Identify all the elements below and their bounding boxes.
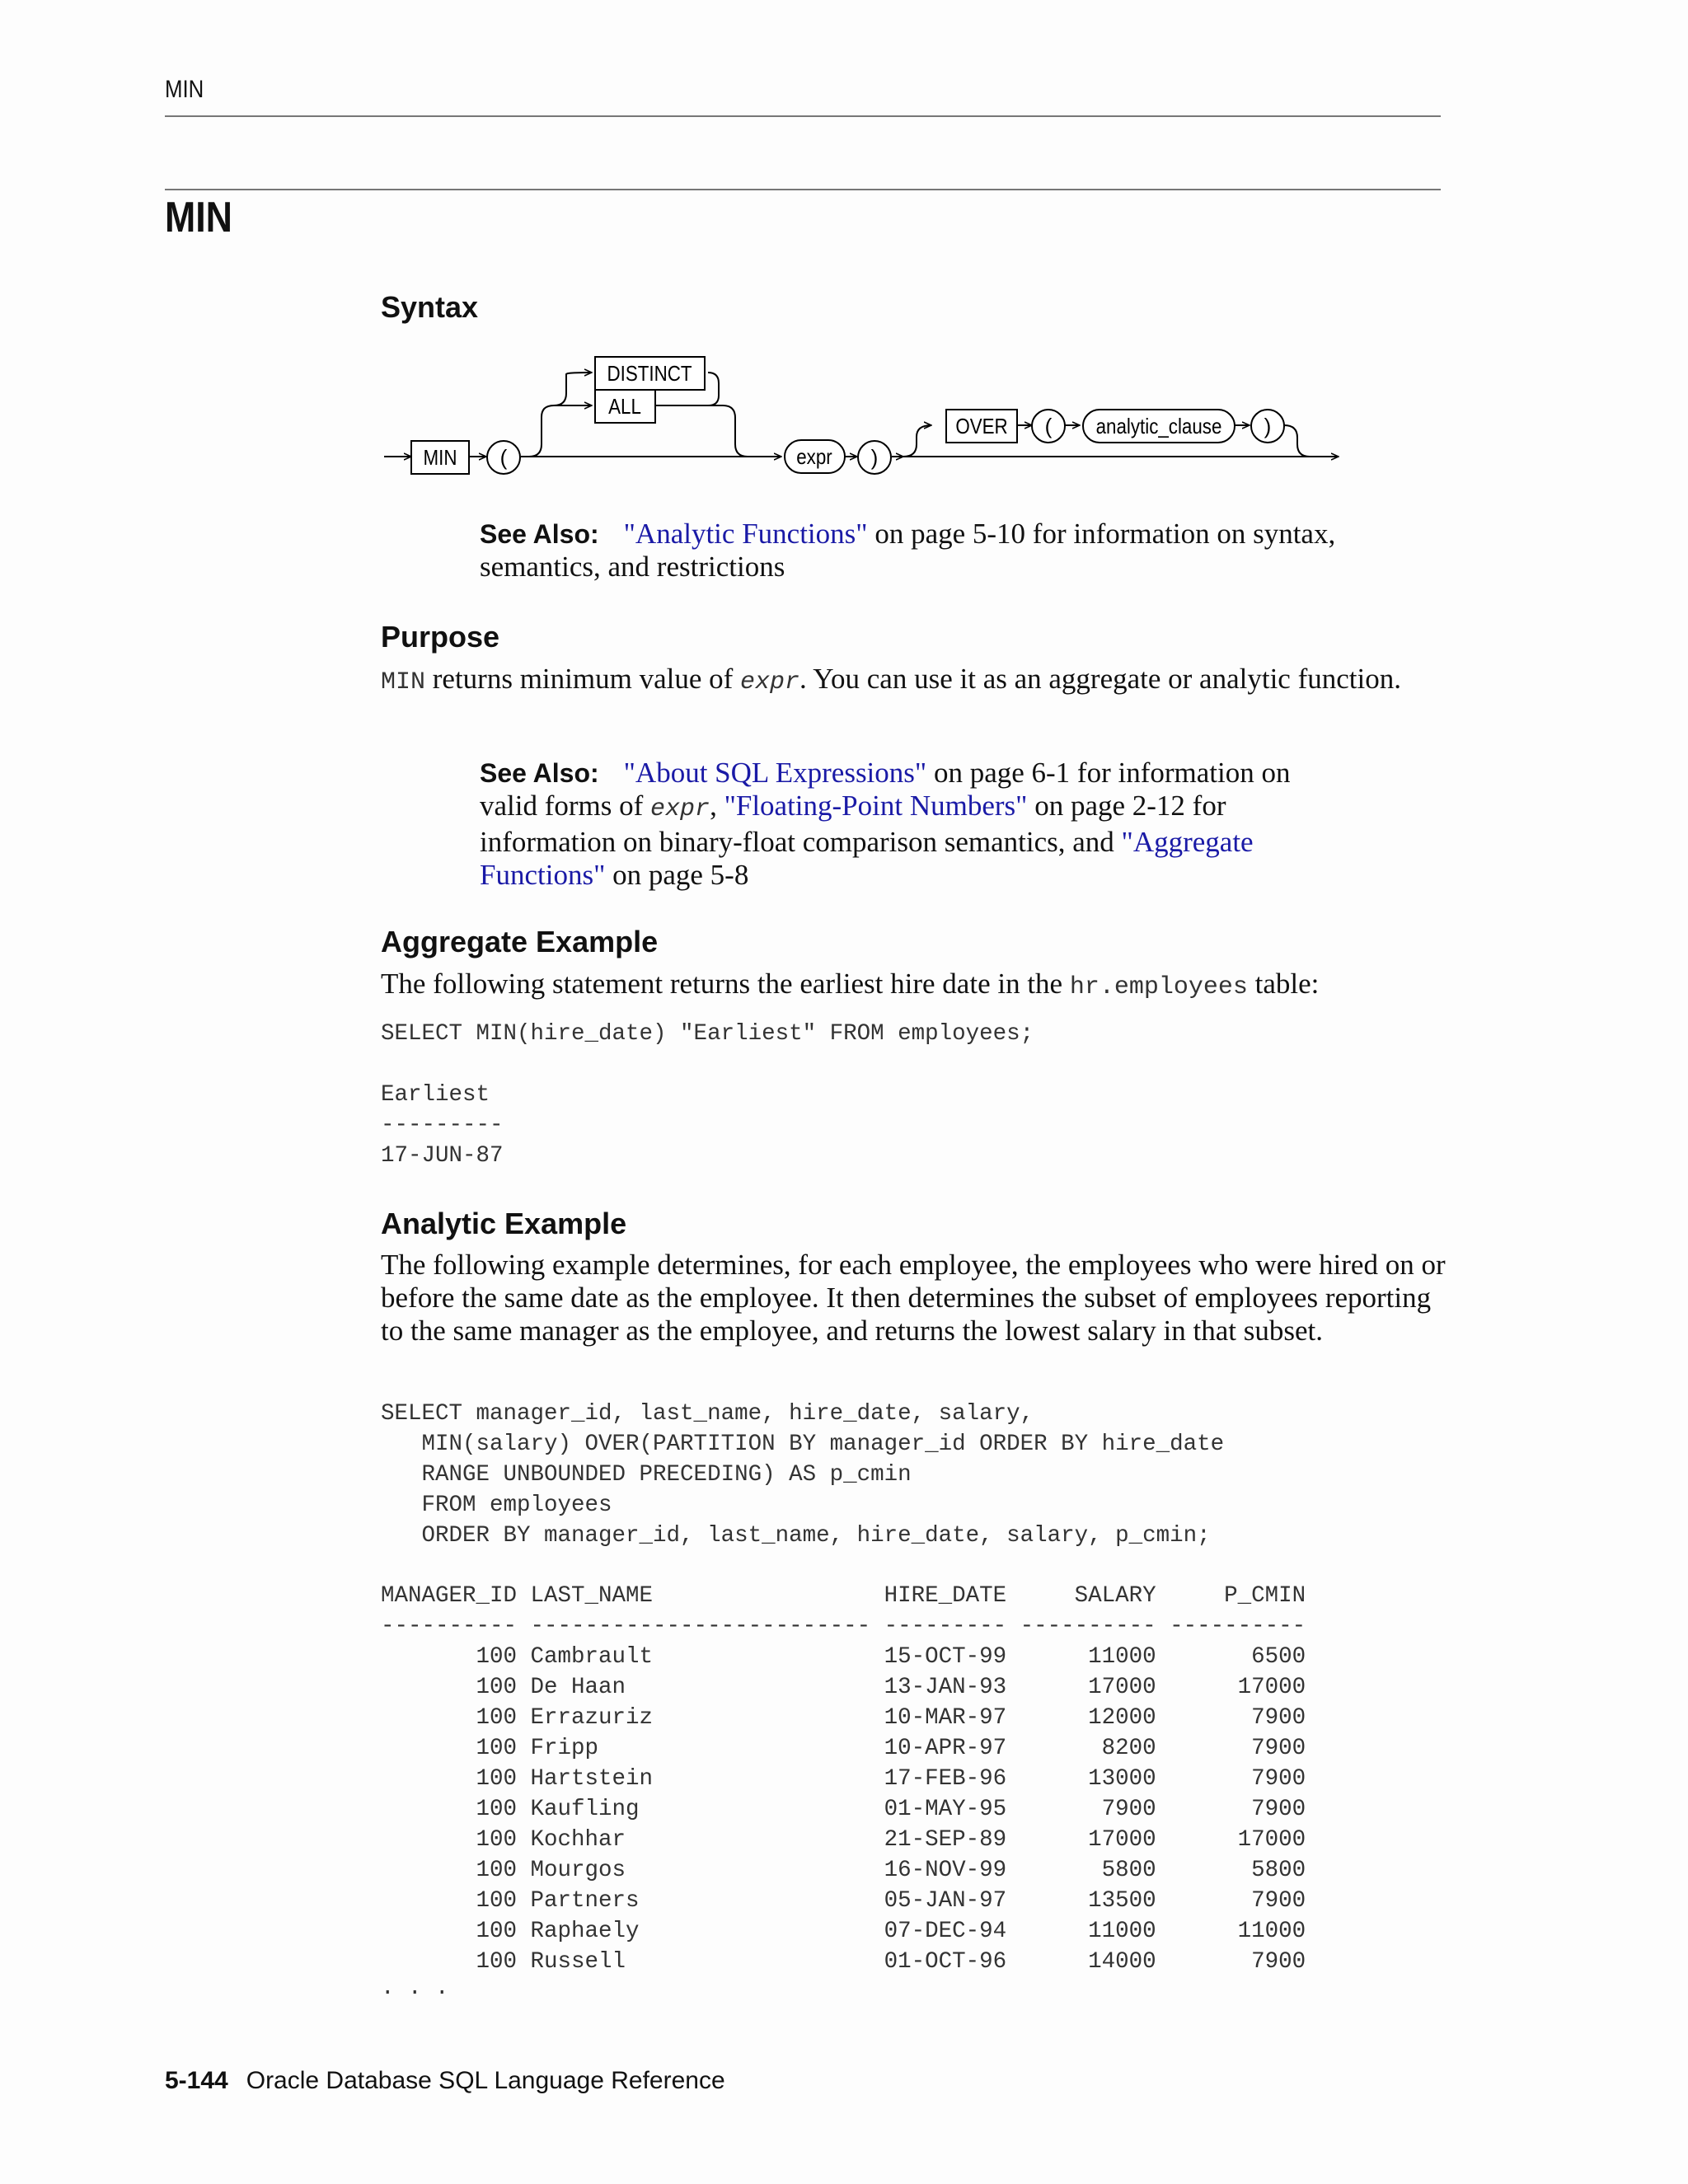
aggregate-example-heading: Aggregate Example — [381, 925, 659, 958]
syntax-close-paren: ) — [870, 445, 879, 470]
analytic-example-text: The following example determines, for each employee, the employees who were hired on or before the same date as the employee. It then determines the subset of employees reporting to the same manager as the employee, and returns the lowest salary in that subset. — [381, 1249, 1446, 1347]
result-row: 100 Partners 05-JAN-97 13500 7900 — [381, 1888, 1306, 1914]
syntax-expr: expr — [796, 445, 832, 470]
result-row: 100 Mourgos 16-NOV-99 5800 5800 — [381, 1858, 1306, 1883]
link-analytic-functions[interactable]: "Analytic Functions" — [623, 518, 868, 550]
header-rule — [165, 115, 1441, 117]
see-also-label: See Also: — [480, 519, 599, 549]
purpose-see-also: See Also: "About SQL Expressions" on page 6-1 for information on valid forms of expr, "Floating-Point Numbers" on page 2-12 for information on binary-float comparison semantics, and "Aggregate Functions" on page 5-8 — [480, 757, 1291, 891]
page-number: 5-144 — [165, 2067, 228, 2094]
see-also-label: See Also: — [480, 758, 599, 788]
title-rule — [165, 189, 1441, 190]
syntax-all: ALL — [608, 395, 641, 419]
aggregate-example-text: The following statement returns the earliest hire date in the hr.employees table: — [381, 968, 1320, 1001]
result-row: 100 Kochhar 21-SEP-89 17000 17000 — [381, 1827, 1306, 1853]
syntax-over-close-paren: ) — [1264, 414, 1272, 438]
aggregate-example-code: SELECT MIN(hire_date) "Earliest" FROM employees; Earliest --------- 17-JUN-87 — [381, 1021, 1034, 1169]
analytic-output-rows — [381, 1642, 1306, 1977]
analytic-output-header: MANAGER_ID LAST_NAME HIRE_DATE SALARY P_CMIN ---------- ------------------------- --------- ---------- ---------- — [381, 1583, 1306, 1639]
link-floating-point-numbers[interactable]: "Floating-Point Numbers" — [724, 790, 1028, 822]
result-row: 100 Kaufling 01-MAY-95 7900 7900 — [381, 1797, 1306, 1822]
result-row: 100 Cambrault 15-OCT-99 11000 6500 — [381, 1644, 1306, 1670]
result-row: 100 Errazuriz 10-MAR-97 12000 7900 — [381, 1705, 1306, 1731]
result-row: 100 De Haan 13-JAN-93 17000 17000 — [381, 1675, 1306, 1700]
result-row: 100 Fripp 10-APR-97 8200 7900 — [381, 1736, 1306, 1761]
purpose-heading: Purpose — [381, 620, 500, 654]
running-header: MIN — [165, 76, 204, 103]
link-about-sql-expressions[interactable]: "About SQL Expressions" — [623, 757, 927, 789]
syntax-distinct: DISTINCT — [607, 362, 692, 387]
syntax-over: OVER — [955, 415, 1008, 439]
syntax-analytic-clause: analytic_clause — [1095, 415, 1222, 439]
syntax-min: MIN — [423, 446, 457, 471]
result-row: 100 Raphaely 07-DEC-94 11000 11000 — [381, 1919, 1306, 1944]
purpose-text: MIN returns minimum value of expr. You can use it as an aggregate or analytic function. — [381, 663, 1401, 696]
syntax-over-open-paren: ( — [1044, 414, 1053, 438]
output-ellipsis: . . . — [381, 1975, 449, 2001]
analytic-example-query: SELECT manager_id, last_name, hire_date, salary, MIN(salary) OVER(PARTITION BY manager_id ORDER BY hire_date RANGE UNBOUNDED PRECEDING) AS p_cmin FROM employees ORDER BY manager_id, last_name, hire_date, salary, p_cmin; — [381, 1401, 1225, 1549]
syntax-diagram — [381, 346, 1345, 494]
link-aggregate-functions[interactable]: "Aggregate Functions" — [480, 826, 1254, 891]
result-row: 100 Hartstein 17-FEB-96 13000 7900 — [381, 1766, 1306, 1792]
book-title: Oracle Database SQL Language Reference — [246, 2067, 725, 2094]
result-row: 100 Russell 01-OCT-96 14000 7900 — [381, 1949, 1306, 1975]
syntax-open-paren: ( — [499, 445, 508, 470]
analytic-example-heading: Analytic Example — [381, 1207, 627, 1240]
syntax-heading: Syntax — [381, 290, 479, 324]
syntax-see-also: See Also: "Analytic Functions" on page 5-10 for information on syntax, semantics, and restrictions — [480, 518, 1336, 583]
page-title: MIN — [165, 194, 232, 241]
page-footer — [165, 2067, 725, 2095]
